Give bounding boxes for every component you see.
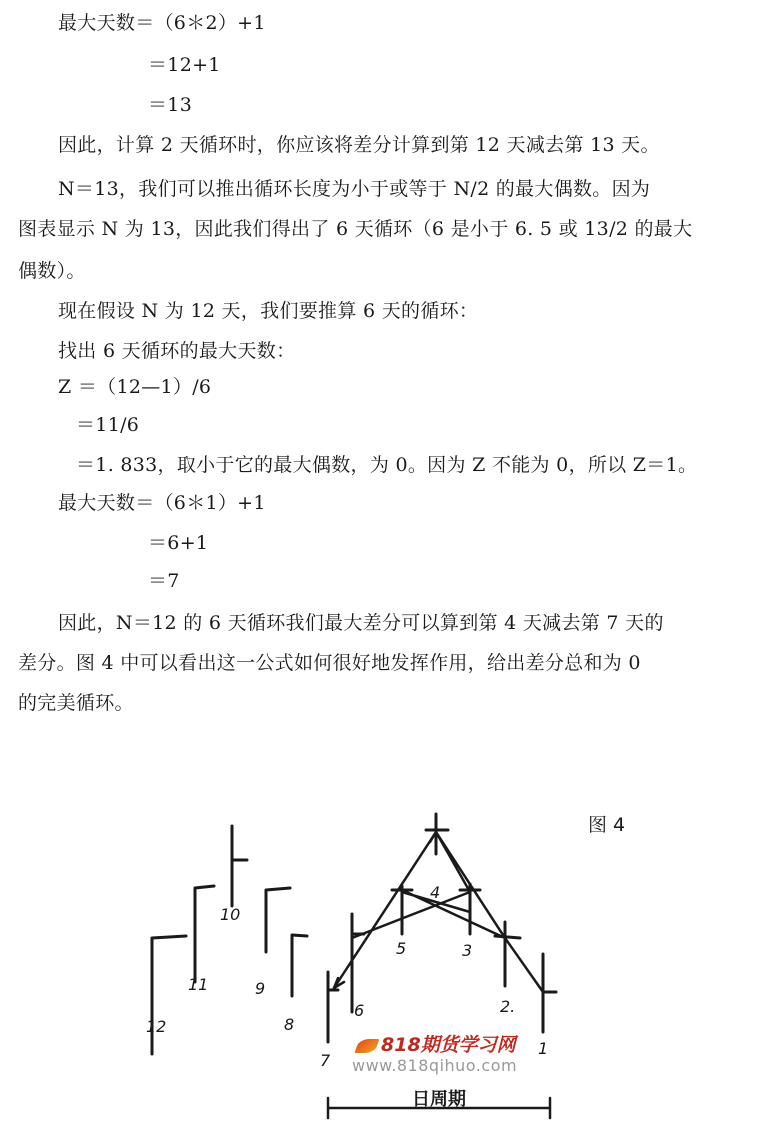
text-line: 现在假设 N 为 12 天，我们要推算 6 天的循环： [58,300,479,322]
bar-label-7: 7 [320,1051,331,1070]
bar-label-1: 1 [538,1039,549,1058]
text-line: 差分。图 4 中可以看出这一公式如何很好地发挥作用，给出差分总和为 0 [18,652,641,674]
text-line: 因此，计算 2 天循环时，你应该将差分计算到第 12 天减去第 13 天。 [58,134,660,156]
bar-day-11 [195,886,214,982]
text-line: Z ＝（12—1）/6 [58,376,212,398]
bar-day-1 [543,954,556,1032]
bar-day-12 [152,936,186,1054]
text-line: ＝11/6 [76,414,140,436]
bar-label-6: 6 [354,1001,365,1020]
bar-label-4: 4 [430,883,441,902]
watermark-logo [357,1030,516,1057]
bar-label-12: 12 [146,1017,167,1036]
text-line: 偶数）。 [18,260,86,282]
text-line: ＝6+1 [148,532,209,554]
cycle-figure [0,780,758,1142]
bar-label-11: 11 [188,975,209,994]
flame-icon [354,1039,379,1053]
bar-day-6 [352,914,364,1012]
figure-label: 图 4 [588,814,626,836]
text-line: ＝12+1 [148,54,221,76]
bar-day-8 [292,935,307,996]
bar-label-9: 9 [255,979,266,998]
text-line: ＝1. 833，取小于它的最大偶数，为 0。因为 Z 不能为 0，所以 Z＝1。 [76,454,698,476]
text-line: 最大天数＝（6＊1）+1 [58,492,266,514]
text-line: 找出 6 天循环的最大天数： [58,340,296,362]
bar-label-5: 5 [396,939,407,958]
bar-label-3: 3 [462,941,473,960]
text-line: 图表显示 N 为 13，因此我们得出了 6 天循环（6 是小于 6. 5 或 13/2 的最大 [18,218,693,240]
bar-day-9 [266,888,290,952]
watermark-logo-text: 818期货学习网 [381,1034,516,1056]
text-line: 的完美循环。 [18,692,134,714]
text-line: ＝13 [148,94,193,116]
bar-day-10 [232,826,247,906]
bar-label-8: 8 [284,1015,295,1034]
bar-label-10: 10 [220,905,241,924]
connector-lines [334,832,543,992]
text-line: N＝13，我们可以推出循环长度为小于或等于 N/2 的最大偶数。因为 [58,178,651,200]
watermark-url: www.818qihuo.com [352,1056,518,1075]
text-line: 因此，N＝12 的 6 天循环我们最大差分可以算到第 4 天减去第 7 天的 [58,612,664,634]
axis-label: 日周期 [412,1089,466,1110]
text-line: ＝7 [148,570,180,592]
text-line: 最大天数＝（6＊2）+1 [58,12,266,34]
bar-label-2: 2. [500,997,516,1016]
